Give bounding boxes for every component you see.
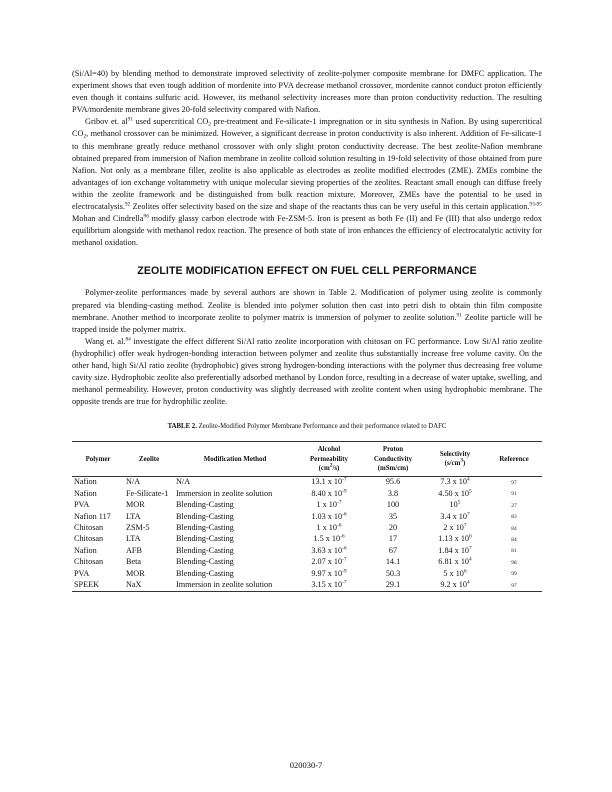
- citation: 93-95: [529, 201, 542, 208]
- cell-method: Immersion in zeolite solution: [176, 488, 273, 498]
- cell-permeability: 9.97 x $10^{-9}$: [311, 568, 347, 578]
- table-row: [72, 523, 542, 534]
- citation: 92: [124, 201, 131, 208]
- table-body: [72, 476, 542, 591]
- cell-polymer: Chitosan: [74, 523, 104, 533]
- cell-polymer: Chitosan: [74, 534, 104, 544]
- cell-permeability: 1.03 x $10^{-6}$: [311, 511, 347, 521]
- cell-selectivity: 1.13 x $10^6$: [438, 533, 472, 544]
- page-number: 020030-7: [289, 760, 323, 770]
- cell-permeability: 8.40 x $10^{-9}$: [311, 488, 347, 498]
- subscript: 2: [83, 133, 87, 140]
- cell-conductivity: 35: [388, 511, 398, 521]
- citation: 96: [143, 213, 149, 220]
- page-content: [72, 68, 542, 592]
- cell-polymer: Nafion: [74, 545, 97, 555]
- section-heading: ZEOLITE MODIFICATION EFFECT ON FUEL CELL PERFORMANCE: [137, 265, 477, 278]
- header-reference: Reference: [499, 455, 529, 463]
- cell-selectivity: 5 x $10^6$: [443, 568, 467, 578]
- cell-polymer: PVA: [74, 500, 90, 510]
- cell-reference: 84: [511, 525, 517, 532]
- cell-permeability: 1 x $10^{-7}$: [316, 499, 342, 510]
- cell-reference: 98: [511, 559, 517, 566]
- cell-zeolite: NaX: [126, 580, 142, 590]
- cell-permeability: 1 x $10^{-6}$: [316, 522, 342, 533]
- cell-reference: 84: [511, 536, 517, 543]
- cell-conductivity: 67: [388, 545, 398, 555]
- table-row: [72, 511, 542, 522]
- cell-reference: 97: [511, 582, 517, 589]
- table-row: [72, 580, 542, 592]
- citation: 84: [125, 336, 131, 343]
- table-row: [72, 534, 542, 545]
- table-row: [72, 488, 542, 499]
- cell-method: Blending-Casting: [176, 511, 234, 521]
- cell-permeability: 3.15 x $10^{-7}$: [311, 579, 347, 590]
- header-selectivity: Selectivity $(s/cm^3)$: [439, 450, 471, 468]
- cell-zeolite: LTA: [126, 534, 141, 544]
- cell-permeability: 13.1 x $10^{-7}$: [311, 476, 347, 487]
- cell-method: Blending-Casting: [176, 534, 234, 544]
- table-row: [72, 476, 542, 488]
- cell-selectivity: $10^5$: [449, 499, 461, 510]
- cell-zeolite: Fe-Silicate-1: [126, 488, 169, 498]
- cell-reference: 81: [511, 548, 517, 555]
- cell-selectivity: 2 x $10^7$: [443, 522, 467, 533]
- table-row: [72, 500, 542, 511]
- cell-polymer: Nafion: [74, 477, 97, 487]
- paragraph-intro-2: Gribov et. $al^{91}$ used supercritical $CO_2$ pre-treatment and Fe-silicate-1 impregnation or in situ synthesis in Nafion. By using supercritical $CO_2$, methanol crossover can be minimized. However, a significant decrease in proton conductivity is also inherent. Addition of Fe-silicate-1 to this membrane greatly reduce methanol crossover with only slight proton conductivity decrease. The best zeolite-Nafion membrane obtained prepared from immersion of Nafion membrane in zeolite colloid solution resulting in 19-fold selectivity of those obtained from pure Nafion. Not only as a membrane filler, zeolite is also applicable as electrodes as zeolite modified electrodes (ZME). ZMEs combine the advantages of ion exchange voltammetry with unique molecular sieving properties of the zeolites. Reactant small enough can diffuse freely within the zeolite framework and be distinguished from bulk reaction mixture. Moreover, ZMEs have the potential to be used in electrocatalysis.$^{92}$ Zeolites offer selectivity based on the size and shape of the reactants thus can be very useful in this certain application.$^{93-95}$ Mohan and Cindrella$^{96}$ modify glassy carbon electrode with Fe-ZSM-5. Iron is present as both Fe (II) and Fe (III) that also undergo redox equilibrium alongside with methanol redox reaction. The presence of both state of iron enhances the efficiency of electrocatalytic activity for methanol oxidation.: [72, 116, 542, 248]
- performance-table: [72, 441, 542, 592]
- cell-conductivity: 100: [386, 500, 400, 510]
- cell-polymer: Chitosan: [74, 557, 104, 567]
- table-row: [72, 557, 542, 568]
- cell-selectivity: 3.4 x $10^7$: [440, 511, 470, 521]
- cell-zeolite: ZSM-5: [126, 523, 150, 533]
- cell-reference: 97: [511, 479, 517, 486]
- cell-reference: 99: [511, 571, 517, 578]
- cell-method: Blending-Casting: [176, 568, 234, 578]
- cell-permeability: 1.5 x $10^{-6}$: [313, 533, 345, 544]
- cell-permeability: 3.63 x $10^{-6}$: [311, 545, 347, 555]
- cell-reference: 83: [511, 514, 517, 521]
- cell-method: Blending-Casting: [176, 557, 234, 567]
- cell-polymer: Nafion: [74, 488, 97, 498]
- cell-conductivity: 3.8: [387, 488, 399, 498]
- citation: 91: [127, 116, 134, 123]
- cell-polymer: PVA: [74, 568, 90, 578]
- header-polymer: Polymer: [85, 455, 111, 463]
- table-row: [72, 545, 542, 556]
- cell-reference: 91: [511, 491, 517, 498]
- cell-method: Blending-Casting: [176, 500, 234, 510]
- cell-zeolite: N/A: [126, 477, 141, 487]
- subscript: 2: [208, 121, 211, 128]
- table-caption: TABLE 2. Zeolite-Modified Polymer Membrane Performance and their performance related to DAFC: [167, 423, 447, 431]
- cell-conductivity: 17: [388, 534, 398, 544]
- paragraph-section-2: Wang et. al.$^{84}$ investigate the effect different Si/Al ratio zeolite incorporation with chitosan on FC performance. Low Si/Al ratio zeolite (hydrophilic) offer weak hydrogen-bonding interaction between polymer and zeolite thus substantially increase free volume cavity. On the other hand, high Si/Al ratio zeolite (hydrophobic) gives strong hydrogen-bonding interactions with the polymer thus decreasing free volume cavity size. Hydrophobic zeolite also preferentially adsorbed methanol by London force, resulting in a decrease of water uptake, swelling, and methanol permeability. However, proton conductivity was slightly decreased with zeolite content when using hydrophobic membrane. The opposite trends are true for hydrophilic zeolite.: [72, 336, 542, 407]
- cell-polymer: SPEEK: [74, 580, 100, 590]
- paragraph-section-1: Polymer-zeolite performances made by several authors are shown in Table 2. Modification of polymer using zeolite is commonly prepared via blending-casting method. Zeolite is blended into polymer solution then cast into petri dish to obtain thin film composite membrane. Another method to incorporate zeolite to polymer matrix is immersion of polymer to zeolite solution.$^{91}$ Zeolite particle will be trapped inside the polymer matrix.: [72, 288, 542, 334]
- header-permeability: Alcohol Permeability $(cm^2/s)$: [310, 446, 348, 472]
- cell-method: N/A: [176, 477, 191, 487]
- citation: 91: [456, 312, 462, 319]
- cell-zeolite: Beta: [126, 557, 142, 567]
- cell-zeolite: MOR: [126, 500, 145, 510]
- cell-method: Blending-Casting: [176, 523, 234, 533]
- table-header-row: [72, 442, 542, 477]
- cell-polymer: Nafion 117: [74, 511, 111, 521]
- header-conductivity: Proton Conductivity (mSm/cm): [373, 446, 413, 472]
- paragraph-intro-1: (Si/Al=40) by blending method to demonstrate improved selectivity of zeolite-polymer composite membrane for DMFC application. The experiment shows that even tough addition of mordenite into PVA decrease methanol crossover, mordenite cannot conduct proton efficiently even though it contains sulfuric acid. However, its methanol selectivity increases more than proton conductivity reduction. The resulting PVA/mordenite membrane gives 20-fold selectivity compared with Nafion.: [72, 69, 542, 115]
- cell-conductivity: 29.1: [385, 580, 401, 590]
- cell-zeolite: MOR: [126, 568, 145, 578]
- cell-selectivity: 4.50 x $10^5$: [438, 488, 472, 498]
- cell-selectivity: 7.3 x $10^4$: [440, 476, 470, 487]
- cell-selectivity: 9.2 x $10^4$: [440, 579, 470, 590]
- cell-reference: 27: [511, 502, 517, 509]
- cell-selectivity: 6.81 x $10^4$: [438, 556, 472, 567]
- cell-conductivity: 20: [388, 523, 398, 533]
- header-zeolite: Zeolite: [138, 455, 160, 463]
- header-method: Modification Method: [203, 455, 267, 463]
- cell-conductivity: 95.6: [385, 477, 401, 487]
- cell-method: Blending-Casting: [176, 545, 234, 555]
- cell-conductivity: 50.3: [385, 568, 401, 578]
- cell-permeability: 2.07 x $10^{-7}$: [311, 556, 347, 567]
- table-row: [72, 568, 542, 579]
- cell-method: Immersion in zeolite solution: [176, 580, 273, 590]
- cell-zeolite: LTA: [126, 511, 141, 521]
- cell-selectivity: 1.84 x $10^7$: [438, 545, 472, 555]
- cell-zeolite: AFB: [126, 545, 142, 555]
- cell-conductivity: 14.1: [385, 557, 401, 567]
